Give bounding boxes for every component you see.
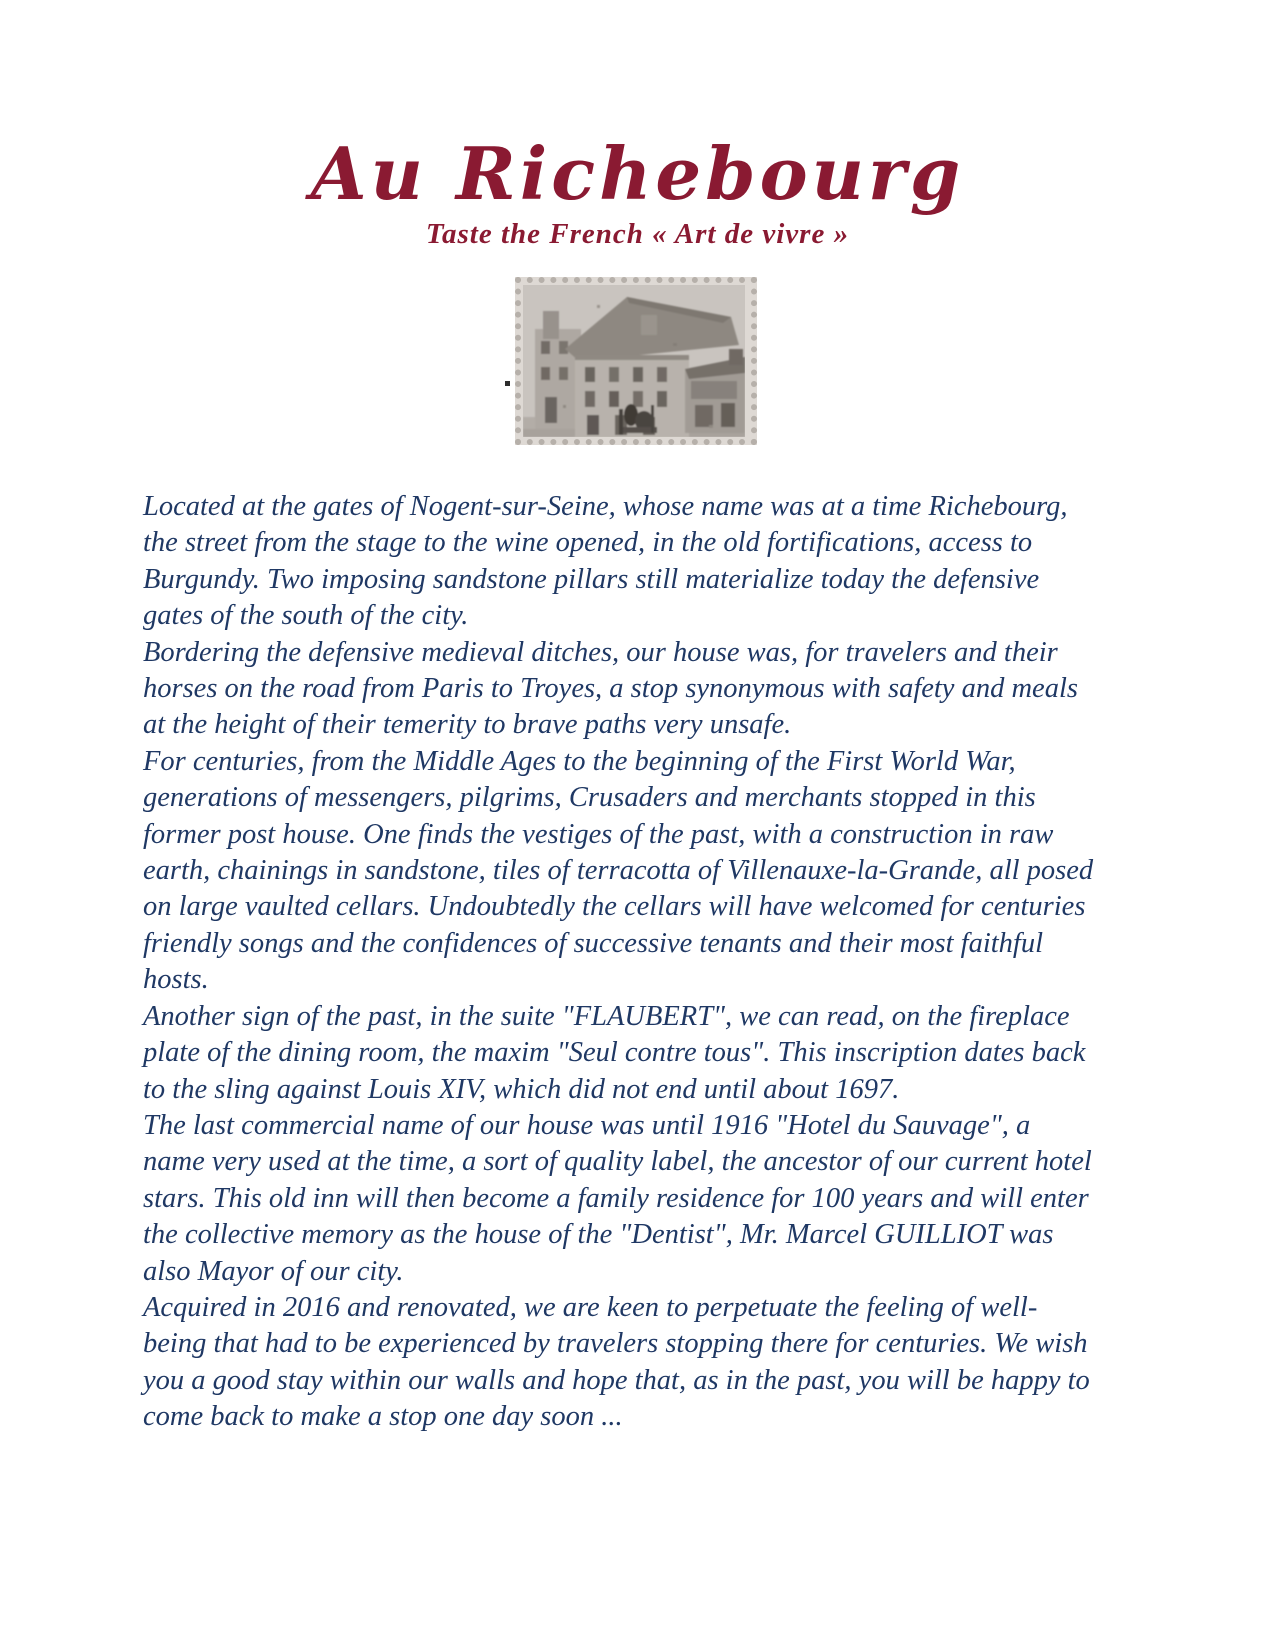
page-title: Au Richebourg [310, 131, 965, 216]
ink-speck [505, 381, 510, 386]
building-photo-illustration [523, 285, 745, 437]
paragraph-history-4: Another sign of the past, in the suite "FLAUBERT", we can read, on the fireplace plate of the dining room, the maxim "Seul contre tous". This inscription dates back to the sling against Louis XIV, which did not end until about 1697. [143, 1000, 1086, 1105]
paragraph-history-1: Located at the gates of Nogent-sur-Seine, whose name was at a time Richebourg, the street from the stage to the wine opened, in the old fortifications, access to Burgundy. Two imposing sandstone pillars still materialize today the defensive gates of the south of the city. [143, 491, 1068, 632]
historic-building-photo [515, 277, 757, 445]
body-text [143, 489, 1095, 1436]
historic-photo-block [515, 277, 761, 445]
paragraph-history-3: For centuries, from the Middle Ages to the beginning of the First World War, generations of messengers, pilgrims, Crusaders and merchants stopped in this former post house. One finds the vestiges of the past, with a construction in raw earth, chainings in sandstone, tiles of terracotta of Villenauxe-la-Grande, all posed on large vaulted cellars. Undoubtedly the cellars will have welcomed for centuries friendly songs and the confidences of successive tenants and their most faithful hosts. [143, 745, 1094, 996]
paragraph-history-5: The last commercial name of our house was until 1916 "Hotel du Sauvage", a name very used at the time, a sort of quality label, the ancestor of our current hotel stars. This old inn will then become a family residence for 100 years and will enter the collective memory as the house of the "Dentist", Mr. Marcel GUILLIOT was also Mayor of our city. [143, 1109, 1092, 1287]
paragraph-history-6: Acquired in 2016 and renovated, we are keen to perpetuate the feeling of well-being that had to be experienced by travelers stopping there for centuries. We wish you a good stay within our walls and hope that, as in the past, you will be happy to come back to make a stop one day soon ... [143, 1291, 1090, 1433]
page-subtitle: Taste the French « Art de vivre » [425, 218, 850, 250]
paragraph-history-2: Bordering the defensive medieval ditches, our house was, for travelers and their horses on the road from Paris to Troyes, a stop synonymous with safety and meals at the height of their temerity to brave paths very unsafe. [143, 636, 1078, 741]
